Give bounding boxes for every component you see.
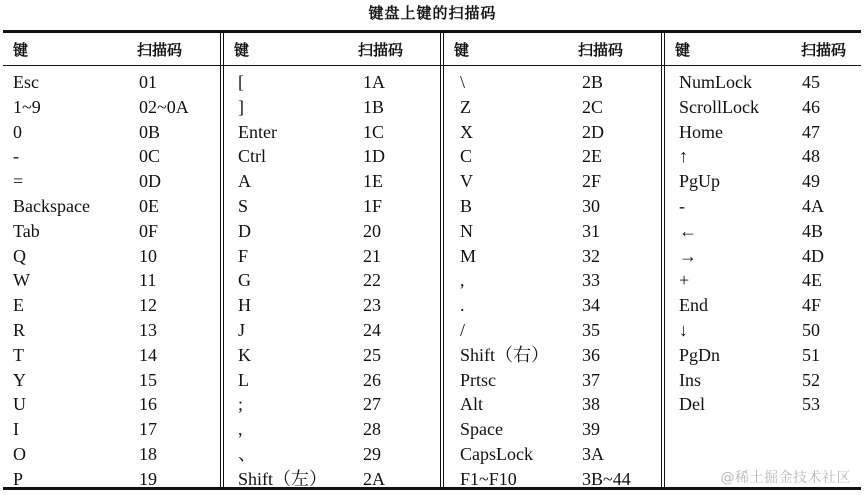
table-row [444,120,661,145]
scan-code-value: 20 [363,220,381,241]
key-name: Ins [679,369,701,390]
key-name: X [460,121,473,142]
table-row [665,120,861,145]
scan-code-value: 52 [802,369,820,390]
key-name: E [13,295,24,316]
scan-code-value: 33 [582,270,600,291]
scan-code-value: 14 [139,344,157,365]
key-name: G [238,270,251,291]
scan-code-value: 2B [582,72,604,92]
key-name: M [460,245,477,266]
scan-code-value: 15 [139,369,157,390]
scan-code-value: 1B [363,96,385,117]
key-name: ↑ [679,146,688,167]
scan-code-value: 1A [363,72,385,92]
table-row [224,442,440,467]
table-row [224,467,440,492]
table-row [3,70,220,95]
table-row [3,318,220,343]
key-name: T [13,344,24,365]
scan-code-value: 02~0A [139,96,189,117]
scan-code-value: 1D [363,146,385,167]
scan-code-value: 32 [582,245,600,266]
key-name: Z [460,96,471,117]
table-row [665,368,861,393]
scan-code-value: 4A [802,195,824,216]
table-row [3,417,220,442]
key-name: R [13,319,26,340]
scan-code-value: 12 [139,295,157,316]
table-row [444,144,661,169]
table-row [665,293,861,318]
table-row [665,144,861,169]
key-name: Tab [13,220,40,241]
table-row [3,219,220,244]
table-row [3,95,220,120]
key-name: Y [13,369,26,390]
key-name: ScrollLock [679,96,759,117]
table-row [224,120,440,145]
key-name: 0 [13,121,22,142]
scan-code-value: 50 [802,319,820,340]
table-row [665,95,861,120]
key-name: Home [679,121,723,142]
scan-code-value: 23 [363,295,381,316]
header-scan-code: 扫描码 [801,41,847,59]
scan-code-value: 0D [139,171,161,192]
key-name: PgUp [679,171,721,192]
table-row [444,442,661,467]
table-row [3,442,220,467]
table-row [224,219,440,244]
key-name: O [13,443,26,464]
scan-code-value: 4B [802,220,824,241]
scan-code-value: 4E [802,270,822,291]
table-row [665,343,861,368]
key-name: B [460,195,473,216]
scan-code-table [3,30,861,490]
scan-code-value: 46 [802,96,820,117]
key-name: , [238,419,243,440]
table-row [444,244,661,269]
table-row [3,120,220,145]
key-name: Ctrl [238,146,267,167]
table-row [665,318,861,343]
row-list [224,70,440,492]
scan-code-value: 2A [363,468,385,489]
key-name: Enter [238,121,277,142]
scan-code-value: 51 [802,344,820,365]
header-key: 键 [454,41,470,59]
scan-code-value: 10 [139,245,157,266]
scan-code-value: 2E [582,146,602,167]
row-list [3,70,220,492]
scan-code-value: 36 [582,344,600,365]
table-row [444,219,661,244]
table-row [3,144,220,169]
key-name: Shift（右） [460,344,550,365]
key-name: \ [460,72,466,92]
key-name: End [679,295,708,316]
key-name: N [460,220,473,241]
table-row [444,293,661,318]
column-divider-3 [661,33,662,487]
page-title: 键盘上键的扫描码 [368,4,497,22]
key-name: Alt [460,394,484,415]
scan-code-value: 39 [582,419,600,440]
scan-code-value: 17 [139,419,157,440]
table-row [3,244,220,269]
scan-code-value: 0B [139,121,161,142]
table-row [444,467,661,492]
table-row [224,244,440,269]
table-row [665,392,861,417]
scan-code-value: 0C [139,146,161,167]
scan-code-value: 35 [582,319,600,340]
header-key: 键 [13,41,29,59]
key-name: 、 [238,443,256,464]
key-name: Backspace [13,195,90,216]
key-name: Q [13,245,26,266]
table-row [665,169,861,194]
key-name: ] [238,96,244,117]
scan-code-value: 38 [582,394,600,415]
table-row [665,268,861,293]
scan-code-value: 45 [802,72,820,92]
key-name: / [460,319,466,340]
scan-code-value: 13 [139,319,157,340]
key-name: F1~F10 [460,468,517,489]
watermark: @稀土掘金技术社区 [720,470,851,486]
key-name: J [238,319,246,340]
key-name: C [460,146,473,167]
header-key: 键 [675,41,691,59]
table-row [224,417,440,442]
key-name: = [13,171,24,192]
key-name: U [13,394,26,415]
scan-code-value: 49 [802,171,820,192]
scan-code-value: 31 [582,220,600,241]
table-row [3,368,220,393]
scan-code-value: 53 [802,394,820,415]
scan-code-value: 01 [139,72,157,92]
scan-code-value: 0E [139,195,159,216]
scan-code-value: 2C [582,96,604,117]
table-row [3,169,220,194]
scan-code-value: 18 [139,443,157,464]
key-name: ← [679,220,697,241]
key-name: - [13,146,19,167]
table-row [224,343,440,368]
table-row [224,144,440,169]
table-row [224,70,440,95]
table-row [3,268,220,293]
scan-code-value: 29 [363,443,381,464]
scan-code-value: 1F [363,195,383,216]
scan-code-value: 3A [582,443,604,464]
scan-code-value: 25 [363,344,381,365]
key-name: I [13,419,19,440]
table-row [224,368,440,393]
key-name: L [238,369,249,390]
table-row [444,95,661,120]
scan-code-value: 0F [139,220,159,241]
key-name: 1~9 [13,96,41,117]
scan-code-value: 22 [363,270,381,291]
table-row [224,169,440,194]
column-divider-1 [220,33,221,487]
key-name: Space [460,419,503,440]
scan-code-value: 26 [363,369,381,390]
scan-code-value: 48 [802,146,820,167]
scan-code-value: 16 [139,394,157,415]
key-name: CapsLock [460,443,533,464]
scan-code-value: 2D [582,121,604,142]
table-row [444,268,661,293]
table-row [224,293,440,318]
table-row [444,392,661,417]
column-group-2 [224,33,440,487]
key-name: → [679,245,697,266]
key-name: W [13,270,30,291]
scan-code-value: 11 [139,270,157,291]
row-list [444,70,661,492]
column-group-4 [665,33,861,487]
header-scan-code: 扫描码 [137,41,183,59]
header-scan-code: 扫描码 [358,41,404,59]
column-divider-2 [440,33,441,487]
table-row [224,268,440,293]
key-name: PgDn [679,344,721,365]
key-name: Prtsc [460,369,496,390]
scan-code-value: 1E [363,171,383,192]
table-row [3,343,220,368]
key-name: + [679,270,690,291]
key-name: Esc [13,72,39,92]
key-name: V [460,171,473,192]
table-row [224,95,440,120]
table-row [665,219,861,244]
table-row [224,318,440,343]
key-name: NumLock [679,72,752,92]
table-row [444,417,661,442]
table-row [3,194,220,219]
scan-code-value: 4D [802,245,824,266]
scan-code-value: 24 [363,319,381,340]
table-row [665,244,861,269]
key-name: H [238,295,251,316]
key-name: S [238,195,249,216]
table-row [444,70,661,95]
scan-code-value: 30 [582,195,600,216]
key-name: . [460,295,465,316]
scan-code-value: 27 [363,394,381,415]
scan-code-value: 37 [582,369,600,390]
scan-code-value: 28 [363,419,381,440]
key-name: ; [238,394,244,415]
table-row [3,293,220,318]
row-list [665,70,861,417]
scan-code-value: 21 [363,245,381,266]
key-name: F [238,245,249,266]
table-row [444,318,661,343]
table-row [444,343,661,368]
key-name: Shift（左） [238,468,328,489]
scan-code-value: 47 [802,121,820,142]
key-name: - [679,195,685,216]
scan-code-value: 2F [582,171,602,192]
key-name: ↓ [679,319,688,340]
column-group-3 [444,33,661,487]
key-name: P [13,468,24,489]
table-row [224,194,440,219]
header-scan-code: 扫描码 [578,41,624,59]
key-name: [ [238,72,244,92]
table-row [444,368,661,393]
table-row [224,392,440,417]
key-name: Del [679,394,705,415]
table-row [3,467,220,492]
header-key: 键 [234,41,250,59]
table-row [665,70,861,95]
scan-code-value: 1C [363,121,385,142]
table-row [444,169,661,194]
scan-code-value: 19 [139,468,157,489]
key-name: K [238,344,251,365]
column-group-1 [3,33,220,487]
key-name: D [238,220,251,241]
key-name: , [460,270,465,291]
scan-code-value: 34 [582,295,600,316]
scan-code-value: 4F [802,295,822,316]
scan-code-value: 3B~44 [582,468,631,489]
table-row [444,194,661,219]
table-row [3,392,220,417]
table-row [665,194,861,219]
key-name: A [238,171,251,192]
